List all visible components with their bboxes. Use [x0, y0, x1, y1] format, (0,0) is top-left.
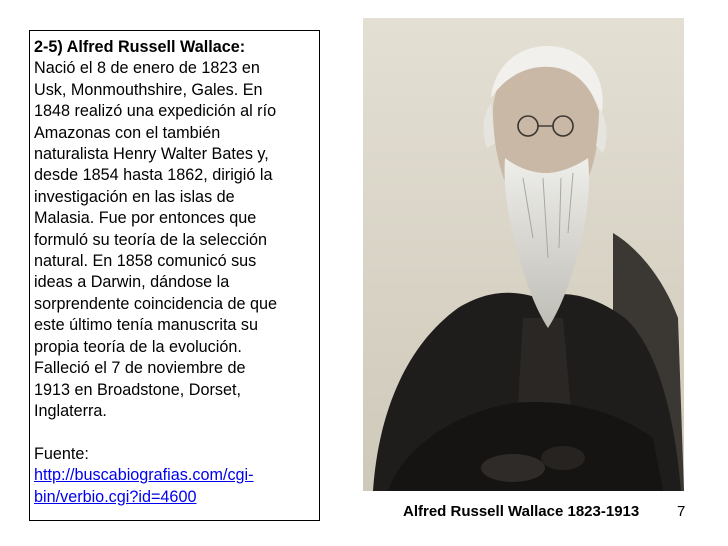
- source-label: Fuente:: [34, 444, 89, 463]
- body-line: 1848 realizó una expedición al río: [34, 102, 277, 121]
- body-line: ideas a Darwin, dándose la: [34, 273, 230, 292]
- biography-text-box: [29, 30, 320, 521]
- body-line: este último tenía manuscrita su: [34, 316, 259, 335]
- body-line: Usk, Monmouthshire, Gales. En: [34, 80, 263, 99]
- source-link[interactable]: [34, 465, 319, 508]
- body-line: Falleció el 7 de noviembre de: [34, 359, 246, 378]
- body-line: desde 1854 hasta 1862, dirigió la: [34, 166, 273, 185]
- source-link-line: bin/verbio.cgi?id=4600: [34, 487, 197, 506]
- body-line: investigación en las islas de: [34, 187, 235, 206]
- body-line: natural. En 1858 comunicó sus: [34, 252, 257, 271]
- page-number: 7: [677, 503, 686, 520]
- photo-caption: Alfred Russell Wallace 1823-1913: [403, 503, 640, 520]
- source-link-line: http://buscabiografias.com/cgi-: [34, 466, 254, 485]
- body-line: Malasia. Fue por entonces que: [34, 209, 257, 228]
- body-line: Inglaterra.: [34, 401, 107, 420]
- wallace-portrait-photo: [363, 18, 684, 491]
- body-line: Nació el 8 de enero de 1823 en: [34, 59, 260, 78]
- body-line: naturalista Henry Walter Bates y,: [34, 145, 269, 164]
- body-line: Amazonas con el también: [34, 123, 221, 142]
- body-line: 1913 en Broadstone, Dorset,: [34, 380, 241, 399]
- biography-heading: 2-5) Alfred Russell Wallace:: [34, 38, 246, 56]
- paragraph-gap: [34, 422, 319, 443]
- body-line: propia teoría de la evolución.: [34, 337, 242, 356]
- body-line: formuló su teoría de la selección: [34, 230, 268, 249]
- body-line: sorprendente coincidencia de que: [34, 294, 277, 313]
